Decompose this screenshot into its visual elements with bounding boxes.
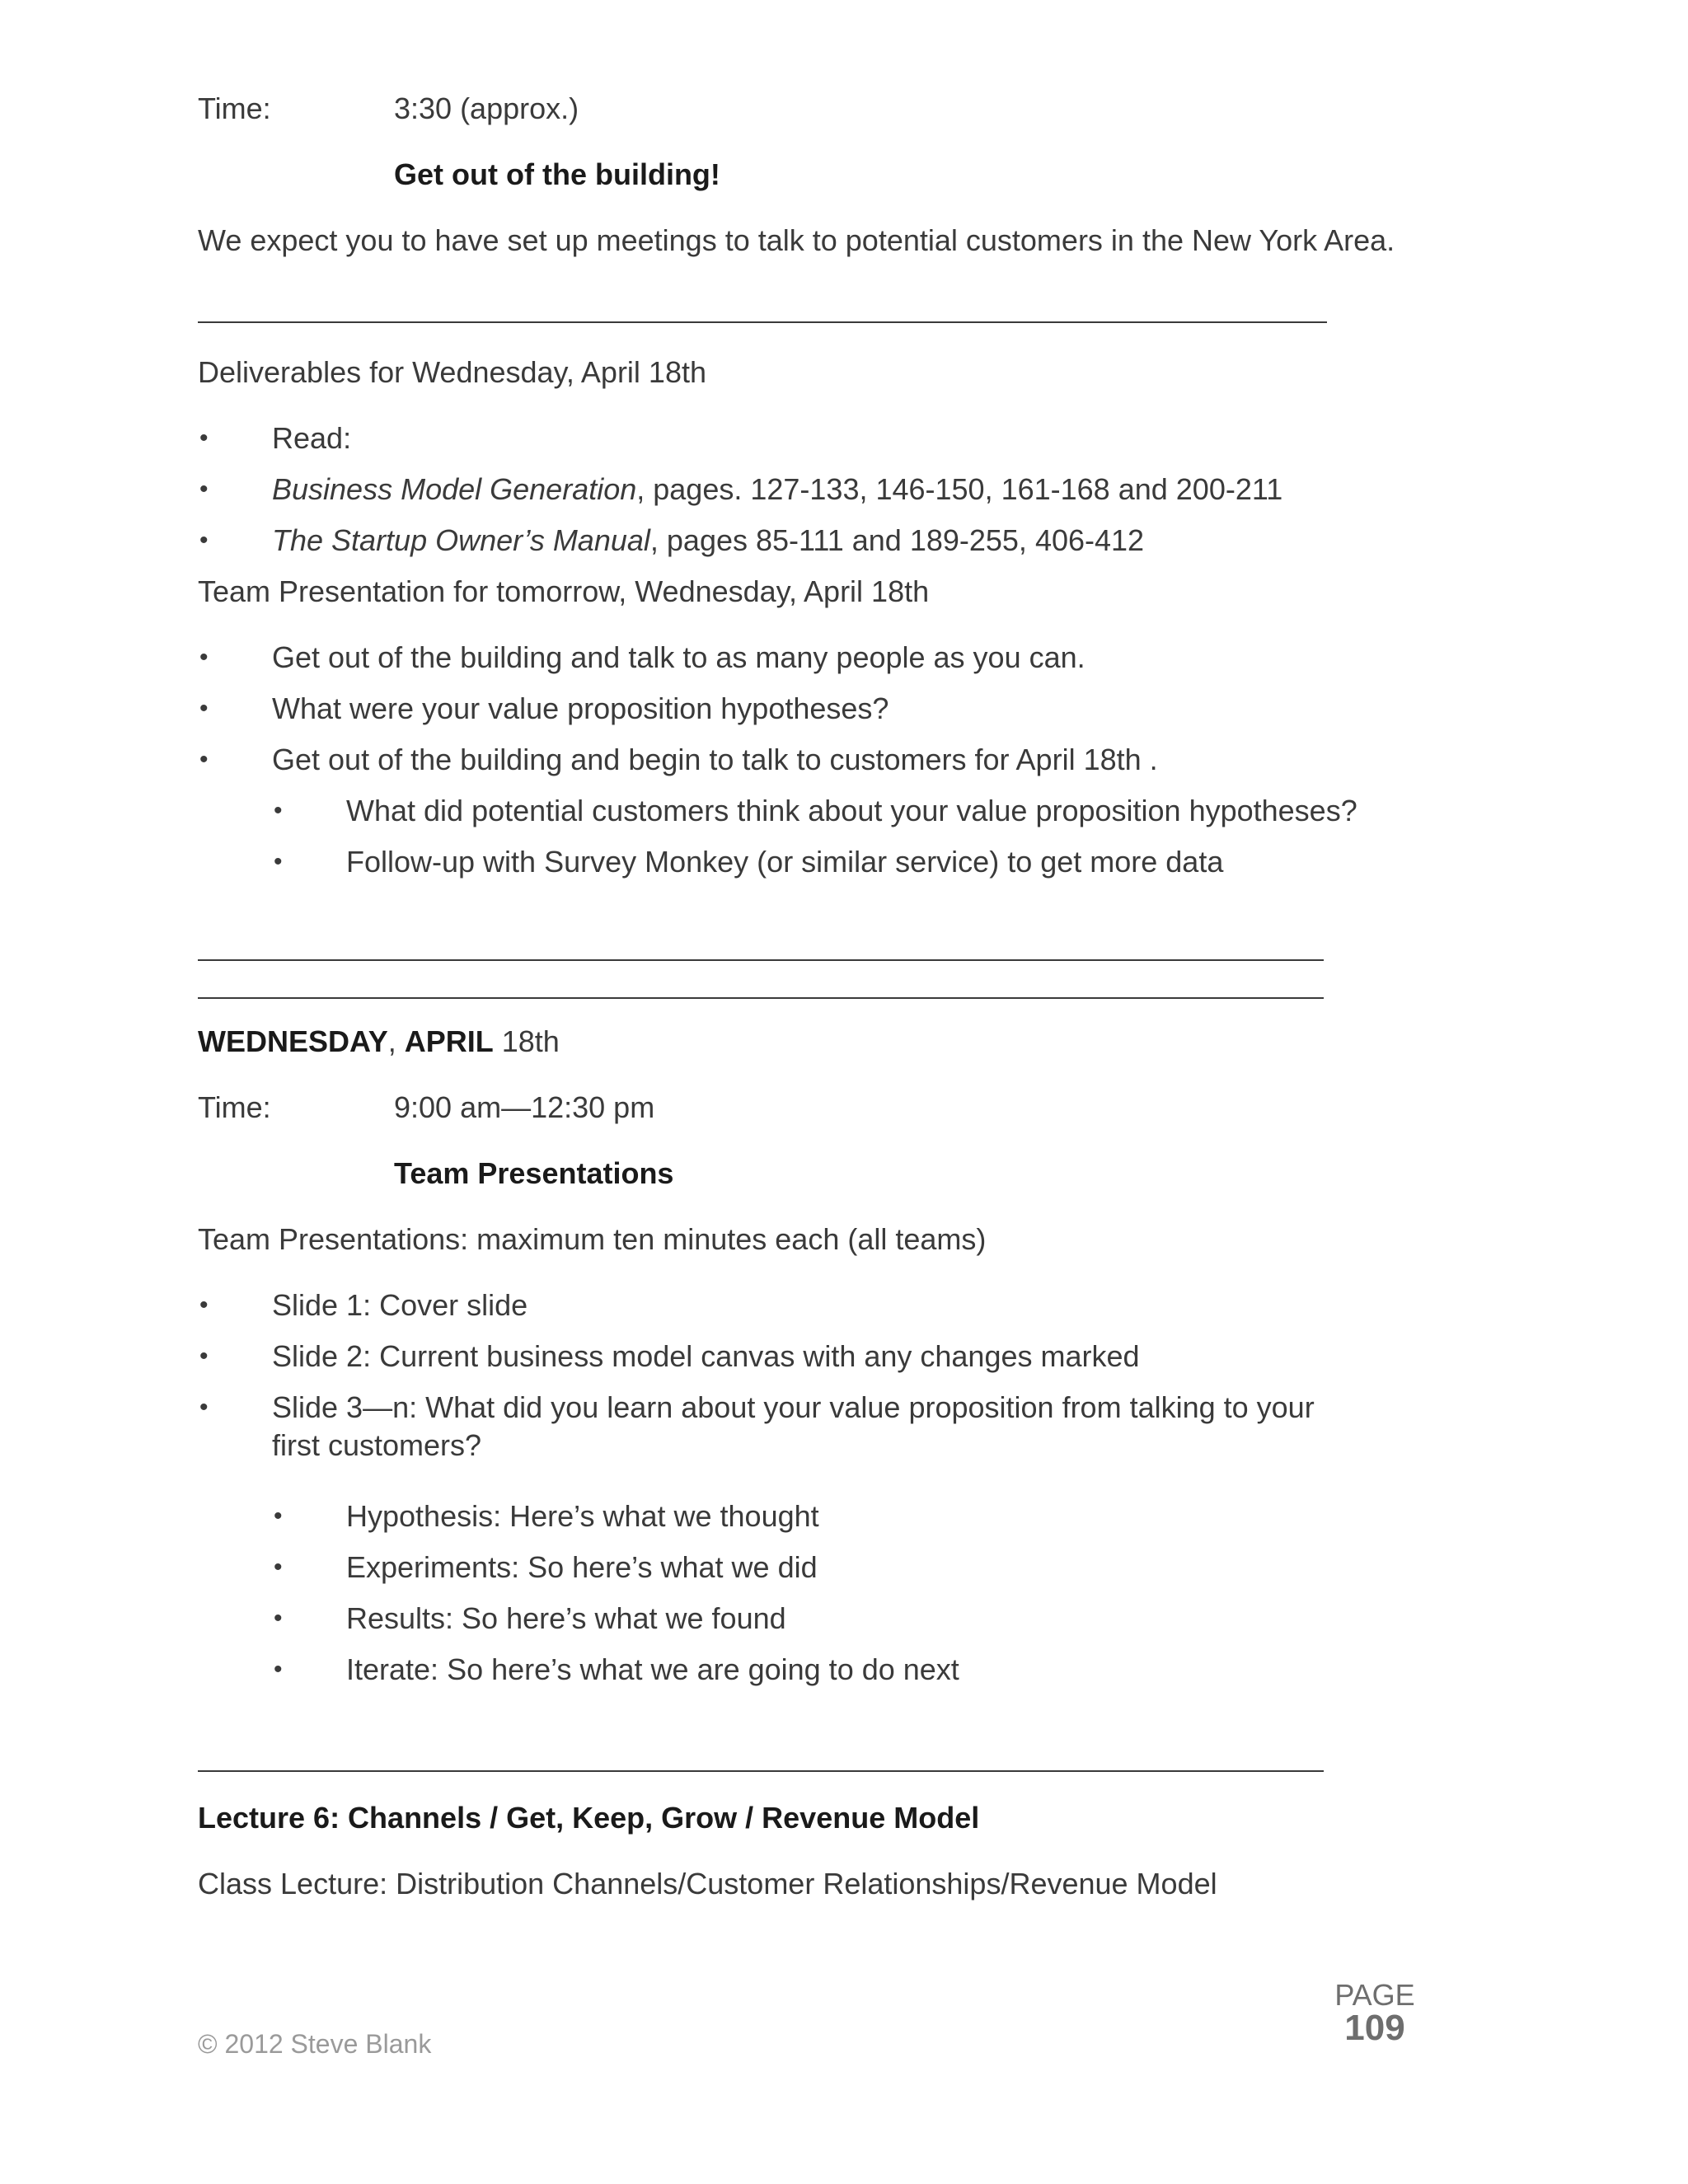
bullet: • — [274, 1656, 283, 1683]
book-title: Business Model Generation — [272, 472, 637, 506]
divider — [198, 321, 1327, 323]
section-heading: Get out of the building! — [394, 157, 720, 191]
intro-text: Team Presentations: maximum ten minutes each (all teams) — [198, 1222, 987, 1256]
list-item: What were your value proposition hypotheses? — [272, 691, 889, 725]
divider — [198, 1770, 1324, 1772]
reading-item — [272, 471, 1282, 508]
list-item: Slide 2: Current business model canvas with any changes marked — [272, 1339, 1140, 1373]
page-number: 109 — [1344, 2008, 1405, 2048]
bullet: • — [199, 746, 209, 773]
page-label: PAGE — [1334, 1978, 1415, 2012]
sub-list-item: Iterate: So here’s what we are going to do next — [346, 1652, 959, 1686]
bullet: • — [199, 1291, 209, 1319]
intro-text: We expect you to have set up meetings to talk to potential customers in the New York Area. — [198, 223, 1395, 257]
reading-item — [272, 523, 1144, 559]
deliverables-title: Deliverables for Wednesday, April 18th — [198, 355, 706, 389]
sub-list-item: What did potential customers think about your value proposition hypotheses? — [346, 794, 1357, 827]
bullet: • — [199, 424, 209, 452]
read-label: Read: — [272, 421, 352, 455]
section-heading: Team Presentations — [394, 1156, 674, 1190]
bullet: • — [274, 797, 283, 824]
list-item-continuation: first customers? — [272, 1428, 482, 1462]
lecture-description: Class Lecture: Distribution Channels/Customer Relationships/Revenue Model — [198, 1867, 1217, 1900]
bullet: • — [274, 848, 283, 875]
bullet: • — [199, 1394, 209, 1421]
book-pages: , pages 85-111 and 189-255, 406-412 — [649, 523, 1145, 557]
day-heading — [198, 1024, 560, 1060]
bullet: • — [199, 1343, 209, 1370]
list-item: Slide 3—n: What did you learn about your value proposition from talking to your — [272, 1390, 1315, 1424]
sub-list-item: Results: So here’s what we found — [346, 1601, 786, 1635]
divider — [198, 959, 1324, 961]
list-item: Get out of the building and talk to as many people as you can. — [272, 640, 1085, 674]
bullet: • — [199, 695, 209, 722]
book-title: The Startup Owner’s Manual — [272, 523, 650, 557]
bullet: • — [199, 476, 209, 503]
time-value: 3:30 (approx.) — [394, 91, 579, 125]
sub-list-item: Experiments: So here’s what we did — [346, 1550, 818, 1584]
list-item: Get out of the building and begin to talk to customers for April 18th . — [272, 743, 1158, 776]
divider — [198, 997, 1324, 999]
sub-list-item: Follow-up with Survey Monkey (or similar service) to get more data — [346, 845, 1224, 879]
bullet: • — [199, 527, 209, 554]
bullet: • — [199, 644, 209, 671]
time-value: 9:00 am—12:30 pm — [394, 1090, 655, 1124]
bullet: • — [274, 1605, 283, 1632]
copyright: © 2012 Steve Blank — [198, 2029, 432, 2059]
day-date: 18th — [493, 1024, 560, 1058]
time-label: Time: — [198, 1090, 271, 1124]
book-pages: , pages. 127-133, 146-150, 161-168 and 200-211 — [636, 472, 1283, 506]
bullet: • — [274, 1554, 283, 1581]
sub-list-item: Hypothesis: Here’s what we thought — [346, 1499, 819, 1533]
month-name: APRIL — [404, 1024, 494, 1058]
lecture-title: Lecture 6: Channels / Get, Keep, Grow / Revenue Model — [198, 1801, 980, 1835]
list-item: Slide 1: Cover slide — [272, 1288, 528, 1322]
bullet: • — [274, 1502, 283, 1530]
day-name: WEDNESDAY — [198, 1024, 388, 1058]
separator: , — [387, 1024, 405, 1058]
time-label: Time: — [198, 91, 271, 125]
team-presentation-title: Team Presentation for tomorrow, Wednesday, April 18th — [198, 574, 930, 608]
